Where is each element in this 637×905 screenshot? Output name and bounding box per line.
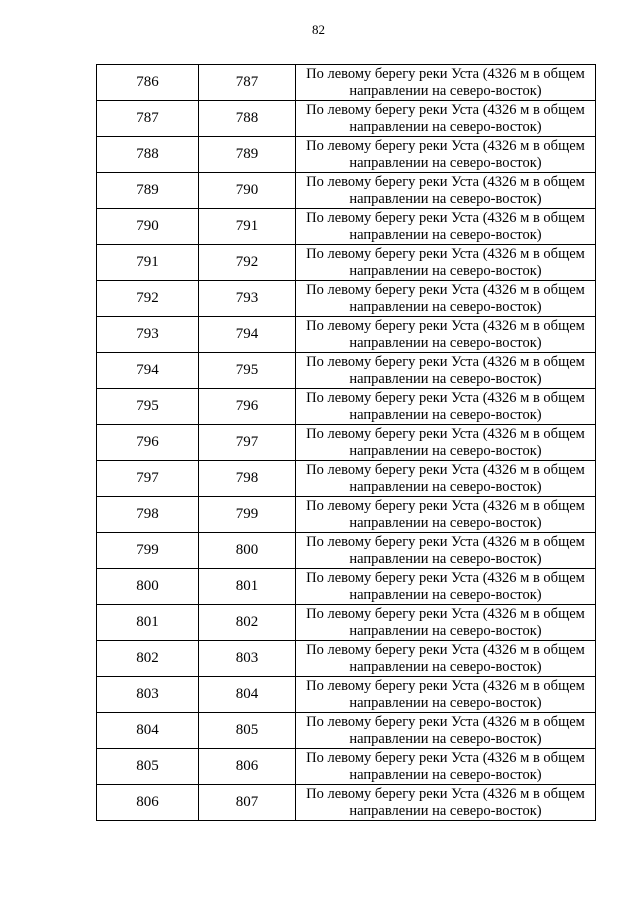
description-line-1: По левому берегу реки Уста (4326 м в общем (306, 641, 585, 658)
description-cell (296, 569, 596, 605)
description-line-1: По левому берегу реки Уста (4326 м в общем (306, 677, 585, 694)
table-row (97, 425, 596, 461)
point-to-cell: 804 (199, 677, 296, 713)
description-cell (296, 317, 596, 353)
point-to-cell: 791 (199, 209, 296, 245)
point-from-cell: 790 (97, 209, 199, 245)
table-row (97, 137, 596, 173)
table-row (97, 713, 596, 749)
table-row (97, 605, 596, 641)
table-row (97, 65, 596, 101)
description-cell (296, 677, 596, 713)
point-from-cell: 797 (97, 461, 199, 497)
description-cell (296, 785, 596, 821)
description-line-1: По левому берегу реки Уста (4326 м в общем (306, 425, 585, 442)
description-line-2: направлении на северо-восток) (349, 550, 542, 567)
point-from-cell: 802 (97, 641, 199, 677)
point-from-cell: 800 (97, 569, 199, 605)
point-to-cell: 800 (199, 533, 296, 569)
description-line-2: направлении на северо-восток) (349, 262, 542, 279)
table-row (97, 353, 596, 389)
description-cell (296, 101, 596, 137)
description-line-1: По левому берегу реки Уста (4326 м в общем (306, 569, 585, 586)
description-cell (296, 749, 596, 785)
table-row (97, 389, 596, 425)
description-line-1: По левому берегу реки Уста (4326 м в общем (306, 353, 585, 370)
description-cell (296, 245, 596, 281)
point-to-cell: 789 (199, 137, 296, 173)
description-line-2: направлении на северо-восток) (349, 406, 542, 423)
point-from-cell: 789 (97, 173, 199, 209)
description-cell (296, 461, 596, 497)
description-line-2: направлении на северо-восток) (349, 622, 542, 639)
point-from-cell: 798 (97, 497, 199, 533)
description-cell (296, 497, 596, 533)
point-to-cell: 798 (199, 461, 296, 497)
description-cell (296, 713, 596, 749)
description-line-1: По левому берегу реки Уста (4326 м в общем (306, 65, 585, 82)
point-to-cell: 801 (199, 569, 296, 605)
description-line-2: направлении на северо-восток) (349, 190, 542, 207)
point-to-cell: 792 (199, 245, 296, 281)
description-line-2: направлении на северо-восток) (349, 442, 542, 459)
description-line-2: направлении на северо-восток) (349, 658, 542, 675)
point-to-cell: 806 (199, 749, 296, 785)
point-to-cell: 803 (199, 641, 296, 677)
point-from-cell: 801 (97, 605, 199, 641)
description-line-2: направлении на северо-восток) (349, 154, 542, 171)
point-to-cell: 793 (199, 281, 296, 317)
description-line-2: направлении на северо-восток) (349, 730, 542, 747)
table-row (97, 101, 596, 137)
table-row (97, 569, 596, 605)
table-row (97, 497, 596, 533)
table-row (97, 785, 596, 821)
description-line-1: По левому берегу реки Уста (4326 м в общем (306, 785, 585, 802)
point-from-cell: 806 (97, 785, 199, 821)
description-line-2: направлении на северо-восток) (349, 586, 542, 603)
description-line-2: направлении на северо-восток) (349, 118, 542, 135)
point-to-cell: 790 (199, 173, 296, 209)
description-line-2: направлении на северо-восток) (349, 226, 542, 243)
point-from-cell: 804 (97, 713, 199, 749)
point-from-cell: 793 (97, 317, 199, 353)
description-line-1: По левому берегу реки Уста (4326 м в общем (306, 101, 585, 118)
description-line-1: По левому берегу реки Уста (4326 м в общем (306, 317, 585, 334)
description-cell (296, 605, 596, 641)
description-line-2: направлении на северо-восток) (349, 694, 542, 711)
table-row (97, 749, 596, 785)
point-from-cell: 795 (97, 389, 199, 425)
point-to-cell: 788 (199, 101, 296, 137)
point-from-cell: 799 (97, 533, 199, 569)
description-cell (296, 425, 596, 461)
description-cell (296, 353, 596, 389)
point-from-cell: 803 (97, 677, 199, 713)
description-line-2: направлении на северо-восток) (349, 766, 542, 783)
description-cell (296, 281, 596, 317)
table-row (97, 173, 596, 209)
description-line-1: По левому берегу реки Уста (4326 м в общем (306, 461, 585, 478)
description-line-2: направлении на северо-восток) (349, 802, 542, 819)
point-to-cell: 802 (199, 605, 296, 641)
point-to-cell: 796 (199, 389, 296, 425)
description-line-1: По левому берегу реки Уста (4326 м в общем (306, 497, 585, 514)
boundary-table (96, 64, 596, 821)
table-row (97, 281, 596, 317)
description-cell (296, 533, 596, 569)
point-from-cell: 794 (97, 353, 199, 389)
point-from-cell: 788 (97, 137, 199, 173)
table-row (97, 641, 596, 677)
description-line-2: направлении на северо-восток) (349, 298, 542, 315)
description-line-1: По левому берегу реки Уста (4326 м в общем (306, 389, 585, 406)
table-row (97, 533, 596, 569)
point-from-cell: 805 (97, 749, 199, 785)
description-line-1: По левому берегу реки Уста (4326 м в общем (306, 713, 585, 730)
description-line-1: По левому берегу реки Уста (4326 м в общем (306, 281, 585, 298)
description-line-1: По левому берегу реки Уста (4326 м в общем (306, 749, 585, 766)
description-cell (296, 65, 596, 101)
point-from-cell: 786 (97, 65, 199, 101)
table-body (97, 65, 596, 821)
point-from-cell: 787 (97, 101, 199, 137)
description-cell (296, 641, 596, 677)
table-row (97, 245, 596, 281)
description-line-1: По левому берегу реки Уста (4326 м в общем (306, 173, 585, 190)
description-cell (296, 389, 596, 425)
description-cell (296, 137, 596, 173)
description-line-2: направлении на северо-восток) (349, 514, 542, 531)
table-row (97, 317, 596, 353)
point-to-cell: 794 (199, 317, 296, 353)
point-to-cell: 805 (199, 713, 296, 749)
description-line-1: По левому берегу реки Уста (4326 м в общем (306, 209, 585, 226)
point-from-cell: 792 (97, 281, 199, 317)
point-from-cell: 791 (97, 245, 199, 281)
description-line-2: направлении на северо-восток) (349, 82, 542, 99)
description-line-1: По левому берегу реки Уста (4326 м в общем (306, 605, 585, 622)
point-from-cell: 796 (97, 425, 199, 461)
description-cell (296, 209, 596, 245)
description-line-1: По левому берегу реки Уста (4326 м в общем (306, 533, 585, 550)
description-line-2: направлении на северо-восток) (349, 370, 542, 387)
description-line-2: направлении на северо-восток) (349, 478, 542, 495)
description-line-1: По левому берегу реки Уста (4326 м в общем (306, 137, 585, 154)
description-cell (296, 173, 596, 209)
description-line-1: По левому берегу реки Уста (4326 м в общем (306, 245, 585, 262)
point-to-cell: 787 (199, 65, 296, 101)
table-row (97, 209, 596, 245)
point-to-cell: 795 (199, 353, 296, 389)
table-row (97, 677, 596, 713)
point-to-cell: 799 (199, 497, 296, 533)
description-line-2: направлении на северо-восток) (349, 334, 542, 351)
point-to-cell: 797 (199, 425, 296, 461)
table-row (97, 461, 596, 497)
page-number: 82 (312, 22, 325, 37)
point-to-cell: 807 (199, 785, 296, 821)
